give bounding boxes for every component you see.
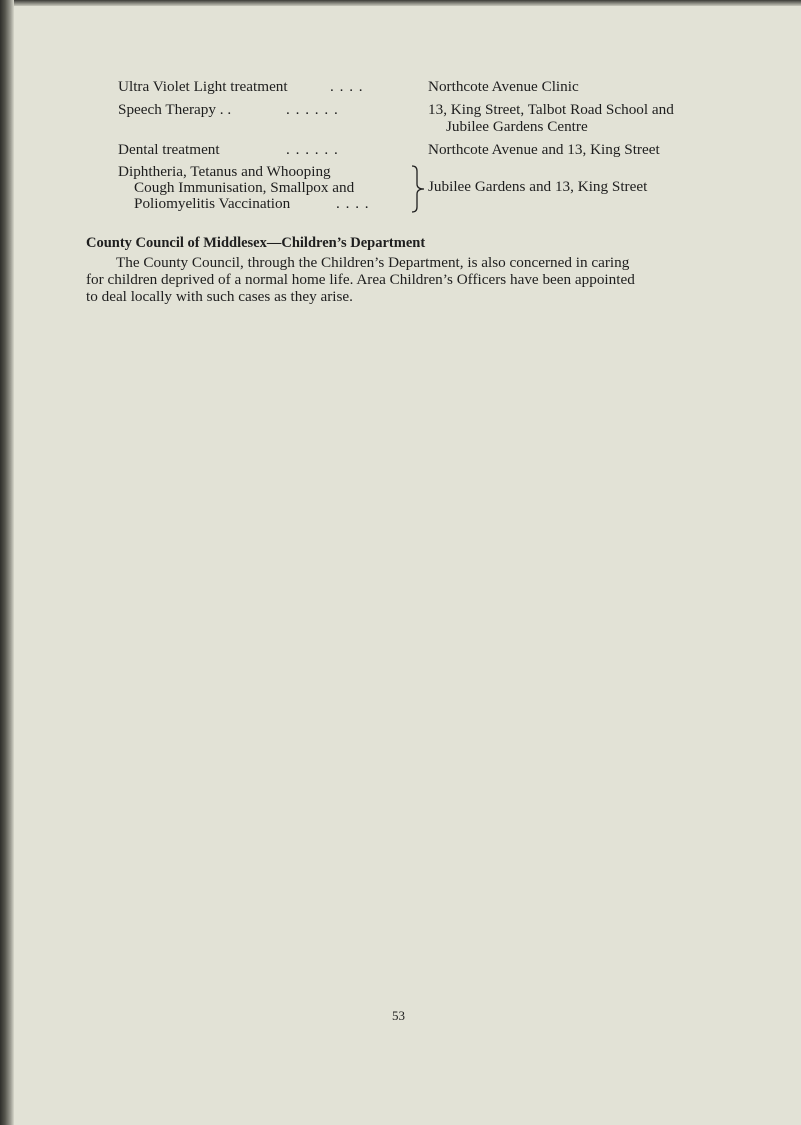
paragraph-line: for children deprived of a normal home life. Area Children’s Officers have been appointed (86, 271, 635, 288)
paragraph-line: to deal locally with such cases as they arise. (86, 288, 353, 305)
leader-dots: . . . . (330, 78, 364, 95)
service-location-dental: Northcote Avenue and 13, King Street (428, 141, 660, 158)
service-label-immunisation-line2: Cough Immunisation, Smallpox and (134, 179, 355, 196)
page-top-edge (0, 0, 801, 6)
service-location-speech: 13, King Street, Talbot Road School and (428, 101, 674, 118)
paragraph-line: The County Council, through the Children’s Department, is also concerned in caring (116, 254, 630, 271)
page-number: 53 (392, 1008, 405, 1023)
service-label-speech: Speech Therapy . . (118, 101, 232, 118)
section-heading: County Council of Middlesex—Children’s Department (86, 235, 426, 251)
page-binding-edge (0, 0, 14, 1125)
service-label-dental: Dental treatment (118, 141, 220, 158)
service-label-immunisation-line1: Diphtheria, Tetanus and Whooping (118, 163, 331, 180)
service-label-uv: Ultra Violet Light treatment (118, 78, 288, 95)
right-brace-icon (410, 165, 426, 213)
service-location-immunisation: Jubilee Gardens and 13, King Street (428, 178, 648, 195)
leader-dots: . . . . . . (286, 141, 339, 158)
leader-dots: . . . . (336, 195, 370, 212)
leader-dots: . . . . . . (286, 101, 339, 118)
service-label-immunisation-line3: Poliomyelitis Vaccination (134, 195, 291, 212)
service-location-speech-cont: Jubilee Gardens Centre (446, 118, 588, 135)
service-location-uv: Northcote Avenue Clinic (428, 78, 579, 95)
section-paragraph (86, 254, 722, 305)
